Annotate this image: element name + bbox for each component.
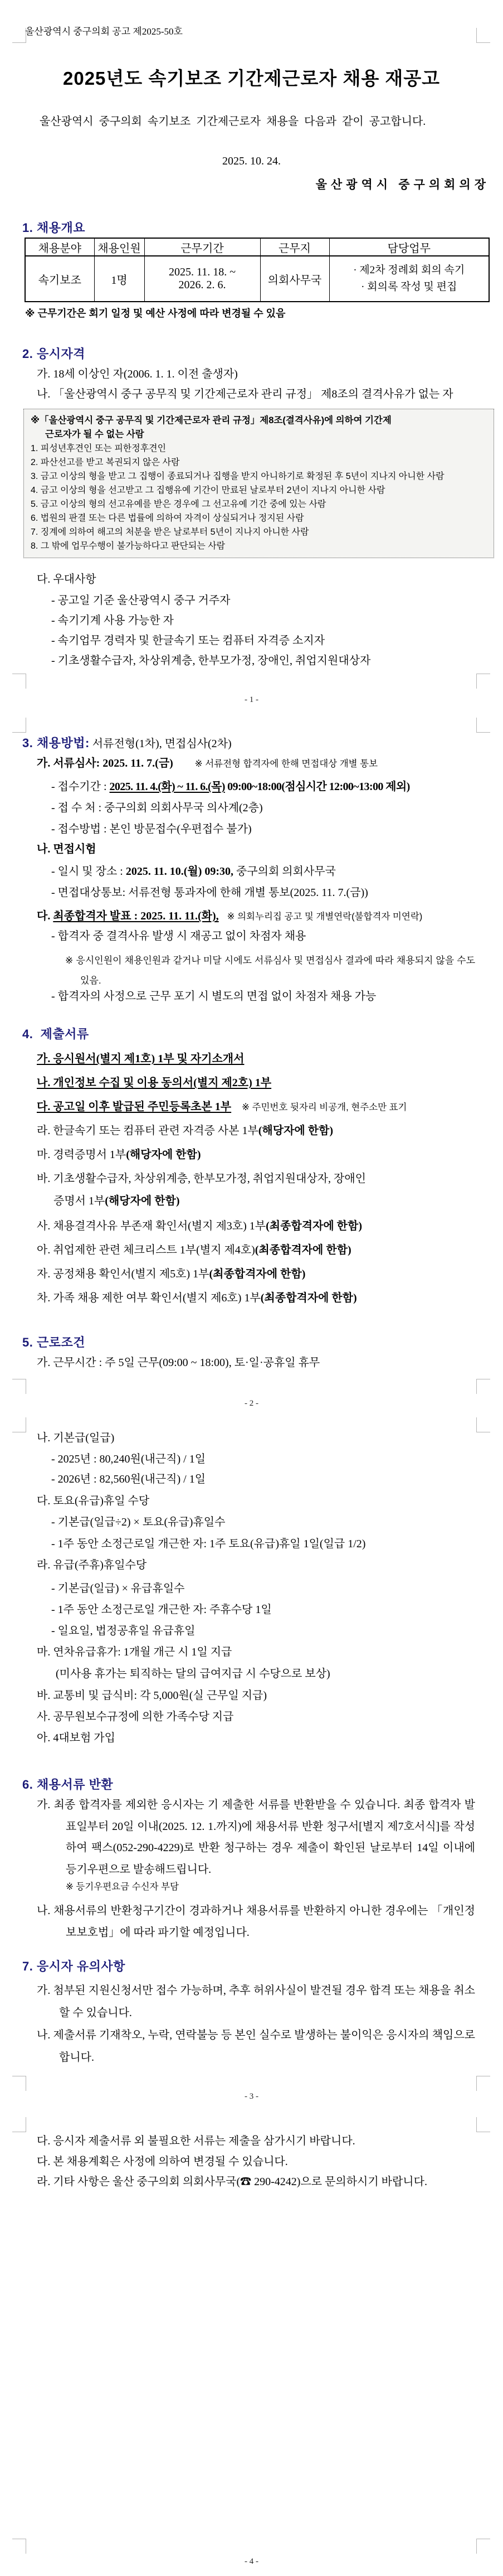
submit-item-ma-cond: (해당자에 한함) — [126, 1149, 201, 1161]
document-screening-line — [37, 756, 497, 771]
recruitment-overview-table — [25, 238, 490, 302]
box-item: 2. 파산선고를 받고 복권되지 않은 사람 — [31, 458, 180, 467]
base-pay-2026: - 2026년 : 82,560원(내근직) / 1일 — [51, 1473, 206, 1485]
document-title: 2025년도 속기보조 기간제근로자 채용 재공고 — [62, 68, 440, 89]
eligibility-item-ga: 가. 18세 이상인 자(2006. 1. 1. 이전 출생자) — [37, 368, 238, 380]
final-result-note: ※ 의회누리집 공고 및 개별연락(불합격자 미연락) — [227, 912, 423, 922]
submit-item-a — [37, 1243, 497, 1257]
page-corner-mark — [12, 1379, 26, 1394]
duty-line-2: · 회의록 작성 및 편집 — [361, 281, 457, 293]
submit-item-ma-main: 마. 경력증명서 1부 — [37, 1149, 126, 1161]
interview-notify-line: - 면접대상통보: 서류전형 통과자에 한해 개별 통보(2025. 11. 7.(금)) — [51, 887, 368, 899]
page-corner-mark — [476, 2539, 490, 2554]
page-corner-mark — [12, 1417, 26, 1432]
reception-place-line: - 접 수 처 : 중구의회 의회사무국 의사계(2층) — [51, 802, 263, 814]
submit-item-sa-cond: (최종합격자에 한함) — [266, 1220, 362, 1232]
page-corner-mark — [476, 2076, 490, 2091]
meal-transport-line: 바. 교통비 및 급식비: 각 5,000원(실 근무일 지급) — [37, 1689, 267, 1702]
submit-item-ga: 가. 응시원서(별지 제1호) 1부 및 자기소개서 — [37, 1053, 245, 1065]
preference-item: - 속기기계 사용 가능한 자 — [51, 614, 174, 627]
base-pay-heading: 나. 기본급(일급) — [37, 1432, 115, 1444]
page-corner-mark — [12, 28, 26, 43]
section-4-heading: 4. 제출서류 — [22, 1027, 89, 1041]
box-item: 6. 법원의 판결 또는 다른 법률에 의하여 자격이 상실되거나 정지된 사람 — [31, 514, 304, 523]
eligibility-item-na: 나. 「울산광역시 중구 공무직 및 기간제근로자 관리 규정」 제8조의 결격사유가 없는 자 — [37, 388, 453, 400]
page-number-2: - 2 - — [245, 1399, 258, 1408]
registered-mail-note: ※ 등기우편요금 수신자 부담 — [66, 1882, 179, 1892]
saturday-allowance-rule: - 1주 동안 소정근로일 개근한 자: 1주 토요(유급)휴일 1일(일급 1/2) — [51, 1538, 366, 1550]
work-period-note: ※ 근무기간은 회기 일정 및 예산 사정에 따라 변경될 수 있음 — [25, 308, 286, 319]
saturday-allowance-heading: 다. 토요(유급)휴일 수당 — [37, 1495, 150, 1507]
section-3-heading — [22, 734, 232, 751]
page-corner-mark — [12, 2539, 26, 2554]
submit-item-na: 나. 개인정보 수집 및 이용 동의서(별지 제2호) 1부 — [37, 1077, 272, 1089]
submit-item-da-note: ※ 주민번호 뒷자리 비공개, 현주소만 표기 — [242, 1102, 407, 1112]
insurance-line: 아. 4대보험 가입 — [37, 1732, 115, 1744]
page-corner-mark — [476, 674, 490, 689]
box-item: 1. 피성년후견인 또는 피한정후견인 — [31, 444, 167, 453]
family-allowance-line: 사. 공무원보수규정에 의한 가족수당 지급 — [37, 1711, 234, 1723]
submit-item-ja-cond: (최종합격자에 한함) — [209, 1268, 306, 1280]
box-item: 7. 징계에 의하여 해고의 처분을 받은 날로부터 5년이 지나지 아니한 사람 — [31, 527, 309, 537]
final-result-line — [37, 909, 497, 923]
screening-note: ※ 서류전형 합격자에 한해 면접대상 개별 통보 — [194, 759, 378, 769]
paid-holiday-rule: - 일요일, 법정공휴일 유급휴일 — [51, 1625, 196, 1637]
submit-item-ba-cond: (해당자에 한함) — [105, 1195, 180, 1207]
caution-item-na: 나. 제출서류 기재착오, 누락, 연락불능 등 본인 실수로 발생하는 불이익은 응시자의 책임으로 합니다. — [37, 2029, 475, 2064]
page-corner-mark — [476, 2117, 490, 2132]
cell-workplace: 의회사무국 — [260, 256, 329, 302]
submit-item-ba-line2 — [53, 1194, 497, 1208]
submit-item-ba-line1: 바. 기초생활수급자, 차상위계층, 한부모가정, 취업지원대상자, 장애인 — [37, 1173, 366, 1185]
page-corner-mark — [476, 718, 490, 733]
section-1-heading: 1. 채용개요 — [22, 221, 85, 235]
preference-heading: 다. 우대사항 — [37, 573, 96, 585]
cell-duty — [329, 256, 489, 302]
page-corner-mark — [12, 718, 26, 733]
interview-label: - 일시 및 장소 : — [51, 865, 126, 878]
cell-field: 속기보조 — [25, 256, 94, 302]
period-line-1: 2025. 11. 18. ~ — [168, 266, 236, 278]
section-2-heading: 2. 응시자격 — [22, 347, 85, 361]
weekly-allowance-formula: - 기본급(일급) × 유급휴일수 — [51, 1582, 185, 1595]
box-item: 3. 금고 이상의 형을 받고 그 집행이 종료되거나 집행을 받지 아니하기로 확정된 후 5년이 지나지 아니한 사람 — [31, 472, 445, 481]
submit-item-cha-cond: (최종합격자에 한함) — [260, 1292, 357, 1304]
document-screening-date: 가. 서류심사: 2025. 11. 7.(금) — [37, 757, 173, 769]
table-row — [25, 256, 489, 302]
section-3-heading-rest: 서류전형(1차), 면접심사(2차) — [89, 738, 232, 750]
box-title-line-2: 근로자가 될 수 없는 사람 — [45, 429, 144, 439]
preference-item: - 기초생활수급자, 차상위계층, 한부모가정, 장애인, 취업지원대상자 — [51, 655, 371, 667]
caution-item-ga: 가. 첨부된 지원신청서만 접수 가능하며, 추후 허위사실이 발견될 경우 합격 또는 채용을 취소할 수 있습니다. — [37, 1984, 475, 2019]
final-result-date: 최종합격자 발표 : 2025. 11. 11.(화), — [53, 910, 219, 922]
intro-paragraph: 울산광역시 중구의회 속기보조 기간제근로자 채용을 다음과 같이 공고합니다. — [40, 115, 426, 128]
reception-method-line: - 접수방법 : 본인 방문접수(우편접수 불가) — [51, 823, 252, 835]
page-corner-mark — [476, 1417, 490, 1432]
section-3-heading-label: 3. 채용방법: — [22, 736, 90, 750]
page-number-1: - 1 - — [245, 695, 258, 704]
interview-place: 중구의회 의회사무국 — [233, 865, 336, 878]
submit-item-ba-line2-main: 증명서 1부 — [53, 1195, 105, 1207]
disqualification-box — [23, 409, 494, 558]
runnerup-line: - 합격자 중 결격사유 발생 시 재공고 없이 차점자 채용 — [51, 930, 306, 942]
weekly-allowance-heading: 라. 유급(주휴)휴일수당 — [37, 1559, 147, 1571]
submit-item-ra-cond: (해당자에 한함) — [258, 1125, 334, 1137]
document-return-paragraph: 가. 최종 합격자를 제외한 응시자는 기 제출한 서류를 반환받을 수 있습니다. 최종 합격자 발표일부터 20일 이내(2025. 12. 1.까지)에 채용서류 반환 청구서[별지 제7호서식]를 작성하여 팩스(052-290-4229)로 반환 청구하는 경우 제출이 확인된 날로부터 14일 이내에 등기우편으로 발송해드립니다. — [37, 1799, 475, 1876]
section-6-heading: 6. 채용서류 반환 — [22, 1778, 114, 1791]
col-header-period: 근무기간 — [144, 238, 260, 256]
page-corner-mark — [476, 1379, 490, 1394]
submit-item-sa-main: 사. 채용결격사유 부존재 확인서(별지 제3호) 1부 — [37, 1220, 266, 1232]
waiver-line: - 합격자의 사정으로 근무 포기 시 별도의 면접 없이 차점자 채용 가능 — [51, 990, 377, 1003]
submit-item-da-main: 다. 공고일 이후 발급된 주민등록초본 1부 — [37, 1101, 232, 1113]
submit-item-ja — [37, 1267, 497, 1281]
preference-item: - 공고일 기준 울산광역시 중구 거주자 — [51, 594, 231, 607]
final-result-label: 다. — [37, 910, 53, 922]
notice-number: 울산광역시 중구의회 공고 제2025-50호 — [25, 26, 183, 37]
reception-period-line — [51, 779, 497, 794]
submit-item-ja-main: 자. 공정채용 확인서(별지 제5호) 1부 — [37, 1268, 209, 1280]
saturday-allowance-formula: - 기본급(일급÷2) × 토요(유급)휴일수 — [51, 1516, 226, 1528]
caution-item-da1: 다. 응시자 제출서류 외 불필요한 서류는 제출을 삼가시기 바랍니다. — [37, 2135, 355, 2147]
annual-leave-note: (미사용 휴가는 퇴직하는 달의 급여지급 시 수당으로 보상) — [56, 1668, 330, 1680]
document-destroy-paragraph: 나. 채용서류의 반환청구기간이 경과하거나 채용서류를 반환하지 아니한 경우에는 「개인정보보호법」에 따라 파기할 예정입니다. — [37, 1905, 475, 1939]
period-line-2: 2026. 2. 6. — [178, 279, 226, 291]
box-title-line-1: ※「울산광역시 중구 공무직 및 기간제근로자 관리 규정」제8조(결격사유)에 의하여 기간제 — [31, 415, 392, 425]
submit-item-a-main: 아. 취업제한 관련 체크리스트 1부(별지 제4호) — [37, 1244, 255, 1256]
table-header-row — [25, 238, 489, 256]
weekly-allowance-rule: - 1주 동안 소정근로일 개근한 자: 주휴수당 1일 — [51, 1604, 272, 1616]
caution-item-ra: 라. 기타 사항은 울산 중구의회 의회사무국(☎ 290-4242)으로 문의하시기 바랍니다. — [37, 2176, 427, 2188]
duty-line-1: · 제2차 정례회 회의 속기 — [353, 264, 465, 276]
interview-datetime-line — [51, 864, 497, 879]
submit-item-cha — [37, 1291, 497, 1305]
box-item: 4. 금고 이상의 형을 선고받고 그 집행유예 기간이 만료된 날로부터 2년이 지나지 아니한 사람 — [31, 486, 385, 495]
submit-item-ma — [37, 1147, 497, 1162]
preference-item: - 속기업무 경력자 및 한글속기 또는 컴퓨터 자격증 소지자 — [51, 635, 325, 647]
announcement-date: 2025. 10. 24. — [222, 155, 281, 167]
page-corner-mark — [12, 2117, 26, 2132]
section-5-heading: 5. 근로조건 — [22, 1335, 85, 1349]
col-header-field: 채용분야 — [25, 238, 94, 256]
interview-heading: 나. 면접시험 — [37, 843, 96, 855]
col-header-duty: 담당업무 — [329, 238, 489, 256]
col-header-headcount: 채용인원 — [94, 238, 144, 256]
submit-item-ra — [37, 1124, 497, 1138]
reception-period-time: 09:00~18:00(점심시간 12:00~13:00 제외) — [224, 781, 410, 793]
cell-period — [144, 256, 260, 302]
reception-period-label: - 접수기간 : — [51, 781, 110, 793]
box-item: 8. 그 밖에 업무수행이 불가능하다고 판단되는 사람 — [31, 541, 226, 551]
submit-item-sa — [37, 1219, 497, 1233]
work-hours-line: 가. 근무시간 : 주 5일 근무(09:00 ~ 18:00), 토·일·공휴일 휴무 — [37, 1357, 320, 1369]
page-number-4: - 4 - — [245, 2557, 258, 2566]
box-item: 5. 금고 이상의 형의 선고유예를 받은 경우에 그 선고유예 기간 중에 있는 사람 — [31, 500, 326, 509]
submit-item-da — [37, 1100, 497, 1114]
page-corner-mark — [12, 674, 26, 689]
section-7-heading: 7. 응시자 유의사항 — [22, 1959, 125, 1973]
page-corner-mark — [12, 2076, 26, 2091]
submit-item-a-cond: (최종합격자에 한함) — [255, 1244, 351, 1256]
reception-period-dates: 2025. 11. 4.(화) ~ 11. 6.(목) — [109, 781, 225, 793]
col-header-workplace: 근무지 — [260, 238, 329, 256]
submit-item-ra-main: 라. 한글속기 또는 컴퓨터 관련 자격증 사본 1부 — [37, 1125, 258, 1137]
interview-datetime: 2025. 11. 10.(월) 09:30, — [125, 865, 234, 878]
shortfall-note: ※ 응시인원이 채용인원과 같거나 미달 시에도 서류심사 및 면접심사 결과에 따라 채용되지 않을 수도 있음. — [65, 955, 475, 986]
issuer-name: 울산광역시 중구의회의장 — [315, 178, 490, 191]
page-number-3: - 3 - — [245, 2092, 258, 2101]
cell-headcount: 1명 — [94, 256, 144, 302]
annual-leave-line: 마. 연차유급휴가: 1개월 개근 시 1일 지급 — [37, 1646, 232, 1658]
caution-item-da2: 다. 본 채용계획은 사정에 의하여 변경될 수 있습니다. — [37, 2156, 288, 2168]
submit-item-cha-main: 차. 가족 채용 제한 여부 확인서(별지 제6호) 1부 — [37, 1292, 261, 1304]
base-pay-2025: - 2025년 : 80,240원(내근직) / 1일 — [51, 1453, 206, 1465]
